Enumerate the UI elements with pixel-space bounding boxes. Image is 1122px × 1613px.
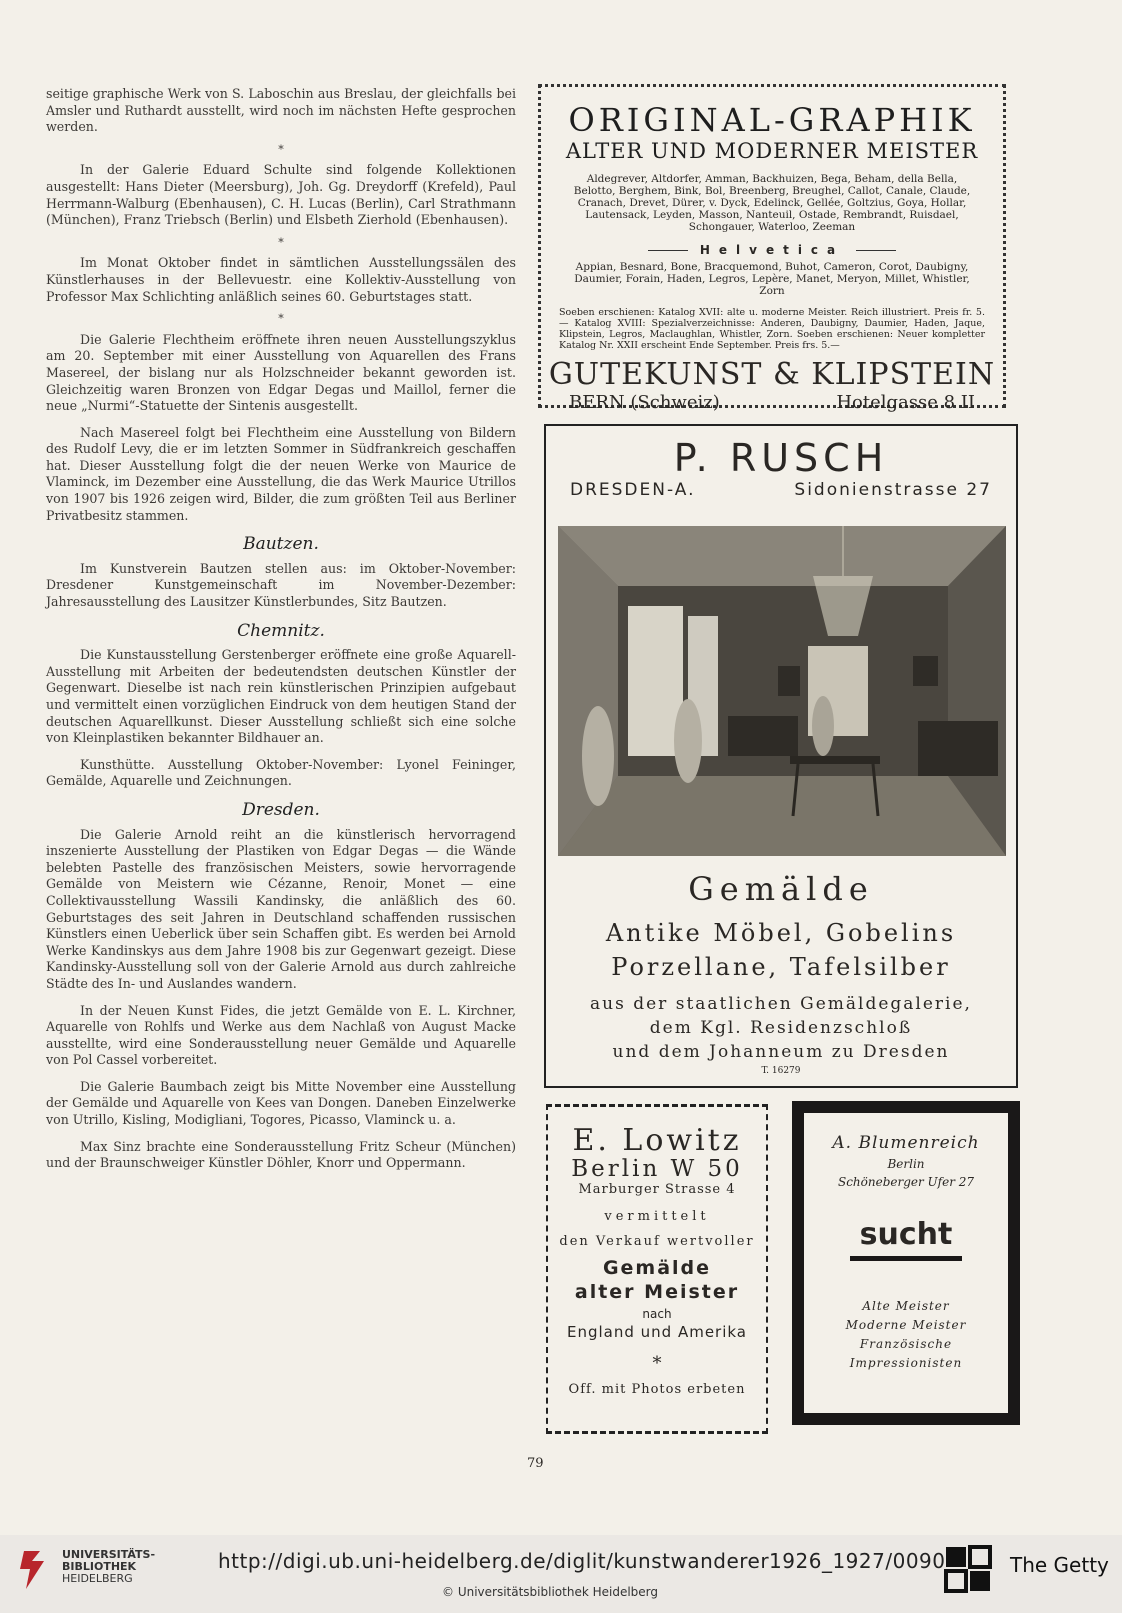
library-name-line: UNIVERSITÄTS- — [62, 1548, 156, 1561]
ad-blumenreich — [792, 1101, 1020, 1425]
ad-address — [570, 480, 992, 500]
ad-lowitz — [546, 1104, 768, 1434]
left-column-text — [46, 86, 516, 1182]
ad-goods — [546, 916, 1016, 984]
artist-list-modern: Appian, Besnard, Bone, Bracquemond, Buhot, Cameron, Corot, Daubigny, Daumier, Forain, Haden, Legros, Lepère, Manet, Meryon, Millet, Whistler, Zorn — [574, 261, 970, 297]
paragraph: Die Kunstausstellung Gerstenberger eröffnete eine große Aquarell-Ausstellung mit Arbeiten der bedeutendsten deutschen Künstler der Gegenwart. Dieselbe ist nach rein künstlerischen Prinzipien aufgebaut und vermittelt einen vorzüglichen Eindruck von dem heutigen Stand der deutschen Aquarellkunst. Dieser Ausstellung schließt sich eine solche von Kleinplastiken bekannter Bildhauer an. — [46, 647, 516, 746]
ad-provenance-line: und dem Johanneum zu Dresden — [612, 1042, 950, 1062]
ad-text: Off. mit Photos erbeten — [568, 1382, 746, 1397]
ad-wanted-item: Impressionisten — [849, 1356, 963, 1370]
ad-sucht: sucht — [859, 1217, 953, 1252]
helvetica-label: Helvetica — [699, 243, 845, 257]
paragraph: Im Kunstverein Bautzen stellen aus: im Oktober-November: Dresdener Kunstgemeinschaft im November-Dezember: Jahresausstellung des Lausitzer Künstlerbundes, Sitz Bautzen. — [46, 560, 516, 610]
ad-provenance — [546, 992, 1016, 1064]
ad-text: den Verkauf wertvoller — [559, 1234, 755, 1249]
ad-subtitle: ALTER UND MODERNER MEISTER — [565, 139, 979, 163]
paragraph: Nach Masereel folgt bei Flechtheim eine Ausstellung von Bildern des Rudolf Levy, die er im letzten Sommer in Südfrankreich geschaffen hat. Dieser Ausstellung folgt die der neuen Werke von Maurice de Vlaminck, im Dezember eine Ausstellung, die das Werk Maurice Utrillos von 1907 bis 1926 zeigen wird, Bilder, die zum größten Teil aus Berliner Privatbesitz stammen. — [46, 424, 516, 523]
helvetica-divider — [541, 243, 1003, 257]
ad-text: England und Amerika — [566, 1323, 747, 1341]
ad-code: T. 16279 — [761, 1066, 801, 1076]
ad-inner — [804, 1113, 1008, 1413]
ad-rusch — [544, 424, 1018, 1088]
ad-text: nach — [642, 1307, 672, 1321]
paragraph: In der Neuen Kunst Fides, die jetzt Gemälde von E. L. Kirchner, Aquarelle von Rohlfs und Werke aus dem Nachlaß von August Macke ausstellte, wird eine Sonderausstellung neuer Gemälde und Aquarelle von Pol Cassel vorbereitet. — [46, 1002, 516, 1068]
ad-name: E. Lowitz — [572, 1123, 742, 1158]
heading-dresden: Dresden. — [242, 799, 320, 820]
firm-name: GUTEKUNST & KLIPSTEIN — [548, 357, 996, 392]
page-number: 79 — [527, 1456, 544, 1471]
ad-wanted-list — [804, 1297, 1008, 1373]
ad-city: Berlin — [887, 1157, 925, 1171]
library-name-line: HEIDELBERG — [62, 1572, 133, 1585]
ad-wanted-item: Französische — [859, 1337, 953, 1351]
firm-city: BERN (Schweiz) — [569, 392, 720, 413]
ad-goods-line: Porzellane, Tafelsilber — [611, 953, 951, 981]
ad-star: * — [652, 1353, 662, 1374]
interior-photo — [558, 526, 1006, 856]
university-logo-icon — [14, 1547, 56, 1593]
separator-star: * — [278, 235, 284, 249]
separator-star: * — [278, 312, 284, 326]
catalog-note: Soeben erschienen: Katalog XVII: alte u. moderne Meister. Reich illustriert. Preis fr. 5.— Katalog XVIII: Spezialverzeichnisse: Anderen, Daubigny, Daumier, Haden, Jaque, Klipstein, Legros, Maclaughlan, Whistler, Zorn. Soeben erschienen: Neuer kompletter Katalog Nr. XXII erscheint Ende September. Preis frs. 5.— — [559, 307, 985, 351]
ad-title: ORIGINAL-GRAPHIK — [568, 101, 976, 139]
ad-street: Marburger Strasse 4 — [578, 1182, 736, 1197]
getty-name: The Getty — [1010, 1553, 1109, 1577]
heading-bautzen: Bautzen. — [243, 534, 319, 555]
paragraph: Die Galerie Flechtheim eröffnete ihren neuen Ausstellungszyklus am 20. September mit einer Ausstellung von Aquarellen des Frans Masereel, der bislang nur als Holzschneider bekannt geworden ist. Gleichzeitig waren Bronzen von Edgar Degas und Maillol, ferner die neue „Nurmi“-Statuette der Sintenis ausgestellt. — [46, 331, 516, 414]
ad-city: DRESDEN-A. — [570, 480, 696, 500]
ad-city: Berlin W 50 — [571, 1156, 743, 1182]
paragraph: Die Galerie Arnold reiht an die künstlerisch hervorragend inszenierte Ausstellung der Plastiken von Edgar Degas — die Wände belebten Pastelle des französischen Meisters, sowie hervorragende Gemälde von Meistern wie Cézanne, Renoir, Monet — eine Collektivausstellung Wassili Kandinsky, die anläßlich des 60. Geburtstages des seit Jahren in Deutschland schaffenden russischen Künstlers einen Ueberlick über sein Schaffen gibt. Es werden bei Arnold Werke Kandinskys aus dem Jahre 1908 bis zur Gegenwart gezeigt. Diese Kandinsky-Ausstellung soll von der Galerie Arnold aus durch zahlreiche Städte des In- und Auslandes wandern. — [46, 826, 516, 991]
firm-street: Hotelgasse 8 II — [836, 392, 975, 413]
artist-list: Aldegrever, Altdorfer, Amman, Backhuizen, Bega, Beham, della Bella, Belotto, Berghem, Bink, Bol, Breenberg, Breughel, Callot, Canale, Claude, Cranach, Drevet, Dürer, v. Dyck, Edelinck, Gellée, Goltzius, Goya, Hollar, Lautensack, Leyden, Masson, Nanteuil, Ostade, Rembrandt, Ruisdael, Schongauer, Waterloo, Zeeman — [573, 173, 971, 233]
paragraph: In der Galerie Eduard Schulte sind folgende Kollektionen ausgestellt: Hans Dieter (Meersburg), Joh. Gg. Dreydorff (Krefeld), Paul Herrmann-Walburg (Ebenhausen), C. H. Lucas (Berlin), Carl Strathmann (München), Franz Triebsch (Berlin) und Elsbeth Zierhold (Ebenhausen). — [46, 162, 516, 228]
library-name-line: BIBLIOTHEK — [62, 1560, 137, 1573]
interior-photo-drawing — [558, 526, 1006, 856]
ad-street: Schöneberger Ufer 27 — [837, 1175, 975, 1189]
heading-chemnitz: Chemnitz. — [237, 620, 325, 641]
ad-gutekunst-klipstein — [538, 84, 1006, 413]
ad-wanted-item: Alte Meister — [862, 1299, 950, 1313]
permalink-url[interactable]: http://digi.ub.uni-heidelberg.de/diglit/kunstwanderer1926_1927/0090 — [218, 1549, 946, 1573]
ad-goods-line: Antike Möbel, Gobelins — [605, 919, 957, 947]
copyright-notice: © Universitätsbibliothek Heidelberg — [442, 1585, 659, 1599]
paragraph: Kunsthütte. Ausstellung Oktober-November: Lyonel Feininger, Gemälde, Aquarelle und Zeichnungen. — [46, 756, 516, 789]
footer-bar — [0, 1535, 1122, 1613]
ad-text: vermittelt — [604, 1209, 710, 1224]
ad-rule — [850, 1256, 962, 1261]
ad-title: P. RUSCH — [673, 436, 889, 480]
ad-text-bold: Gemälde — [602, 1257, 712, 1279]
ad-text-bold: alter Meister — [574, 1281, 740, 1303]
paragraph: Max Sinz brachte eine Sonderausstellung Fritz Scheur (München) und der Braunschweiger Künstler Döhler, Knorr und Oppermann. — [46, 1138, 516, 1171]
ad-name: A. Blumenreich — [832, 1133, 980, 1153]
separator-star: * — [278, 142, 284, 156]
ad-headline: Gemälde — [688, 870, 874, 908]
paragraph: seitige graphische Werk von S. Laboschin aus Breslau, der gleichfalls bei Amsler und Ruthardt ausstellt, wird noch im nächsten Hefte gesprochen werden. — [46, 86, 516, 135]
firm-address — [569, 392, 975, 413]
ad-wanted-item: Moderne Meister — [845, 1318, 967, 1332]
paragraph: Im Monat Oktober findet in sämtlichen Ausstellungssälen des Künstlerhauses in der Bellevuestr. eine Kollektiv-Ausstellung von Professor Max Schlichting anläßlich seines 60. Geburtstages statt. — [46, 255, 516, 304]
library-name — [62, 1549, 155, 1585]
ad-provenance-line: dem Kgl. Residenzschloß — [649, 1018, 913, 1038]
getty-logo-icon — [944, 1545, 992, 1595]
ad-provenance-line: aus der staatlichen Gemäldegalerie, — [590, 994, 972, 1014]
paragraph: Die Galerie Baumbach zeigt bis Mitte November eine Ausstellung der Gemälde und Aquarelle von Kees van Dongen. Daneben Einzelwerke von Utrillo, Kisling, Modigliani, Togores, Picasso, Vlaminck u. a. — [46, 1078, 516, 1128]
ad-street: Sidonienstrasse 27 — [794, 480, 992, 500]
